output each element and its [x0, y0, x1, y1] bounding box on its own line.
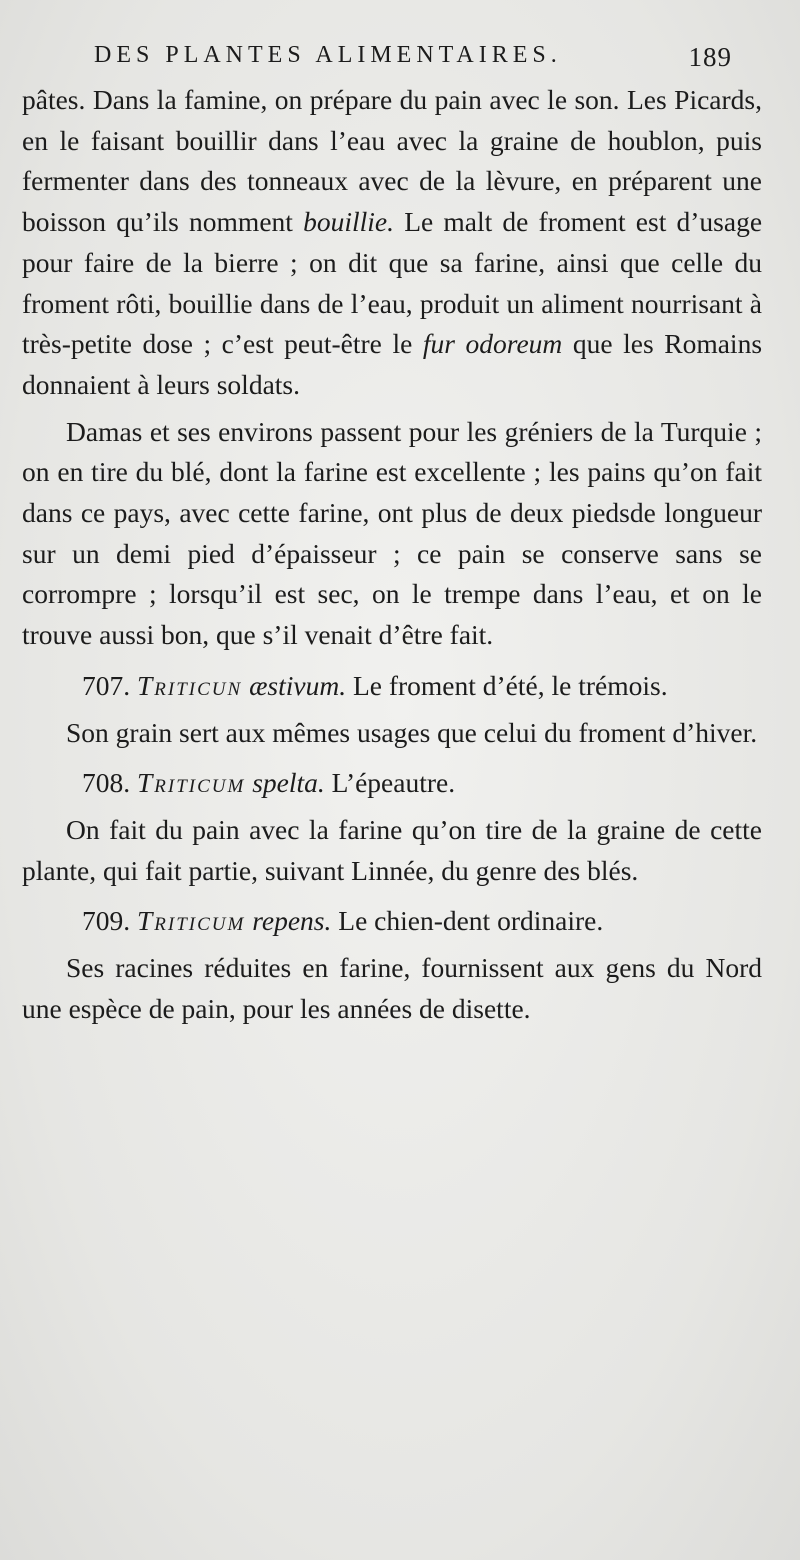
- paragraph-2: Damas et ses environs passent pour les gréniers de la Turquie ; on en tire du blé, dont la farine est excellente ; les pains qu’on fait dans ce pays, avec cette farine, ont plus de deux piedsde longueur sur un demi pied d’épaisseur ; ce pain se conserve sans se corrompre ; lorsqu’il est sec, on le trempe dans l’eau, et on le trouve aussi bon, que s’il venait d’être fait.: [22, 415, 762, 651]
- entry-707: [22, 666, 762, 707]
- entry-number: 709.: [82, 905, 131, 937]
- running-head: DES PLANTES ALIMENTAIRES.: [94, 42, 562, 68]
- paragraph-1: [22, 80, 762, 406]
- species-name: spelta.: [252, 767, 325, 799]
- paragraph-3: Son grain sert aux mêmes usages que celui du froment d’hiver.: [66, 716, 758, 748]
- entry-number: 707.: [82, 669, 131, 701]
- entry-708: [22, 763, 762, 804]
- entry-number: 708.: [82, 767, 131, 799]
- paragraph-4: On fait du pain avec la farine qu’on tire de la graine de cette plante, qui fait partie, suivant Linnée, du genre des blés.: [22, 813, 762, 886]
- paragraph-1-text-a: pâtes. Dans la famine, on prépare du pain avec le son. Les Picards, en le faisant bouillir dans l’eau avec la graine de houblon, puis fermenter dans des tonneaux avec de la lèvure, en préparent une boisson qu’ils nomment: [22, 84, 762, 238]
- entry-709: [22, 901, 762, 942]
- species-name: æstivum.: [249, 669, 347, 701]
- term-bouillie: bouillie.: [303, 206, 395, 238]
- genus-name: Triticun: [137, 669, 243, 701]
- latin-term: fur odoreum: [422, 328, 563, 360]
- species-name: repens.: [252, 905, 332, 937]
- common-name: Le chien-dent ordinaire.: [338, 905, 604, 937]
- paragraph-1-text-b: Le malt de froment est d’usage pour faire de la bierre ; on dit que sa farine, ainsi que celle du froment rôti, bouillie dans de l’eau, produit un aliment nourrisant à très-petite dose ; c’est peut-être le: [22, 206, 763, 360]
- common-name: L’épeautre.: [331, 767, 456, 799]
- common-name: Le froment d’été, le trémois.: [352, 669, 668, 701]
- page-header: [88, 42, 748, 82]
- paragraph-5: Ses racines réduites en farine, fournissent aux gens du Nord une espèce de pain, pour les années de disette.: [22, 952, 762, 1024]
- genus-name: Triticum: [137, 767, 246, 799]
- page-body: [22, 80, 762, 1029]
- paragraph-1-text-c: que les Romains donnaient à leurs soldats.: [22, 328, 763, 400]
- genus-name: Triticum: [137, 905, 246, 937]
- page-number: 189: [688, 42, 732, 72]
